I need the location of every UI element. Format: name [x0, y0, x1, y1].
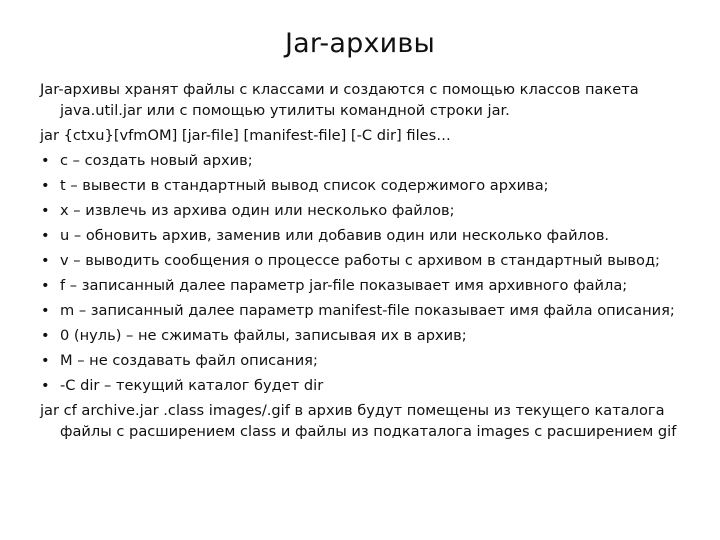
bullet-text: v – выводить сообщения о процессе работы с архивом в стандартный вывод;: [60, 252, 660, 269]
bullet-item-0: [40, 325, 690, 346]
bullet-marker: •: [41, 327, 50, 344]
example-paragraph: jar cf archive.jar .class images/.gif в архив будут помещены из текущего каталога файлы с расширением class и файлы из подкаталога images с расширением gif: [40, 402, 677, 440]
bullet-text: t – вывести в стандартный вывод список содержимого архива;: [60, 177, 549, 194]
bullet-marker: •: [41, 202, 50, 219]
bullet-text: c – создать новый архив;: [60, 152, 253, 169]
bullet-marker: •: [41, 177, 50, 194]
bullet-item-C: [40, 375, 690, 396]
syntax-line: jar {ctxu}[vfmOM] [jar-file] [manifest-file] [-C dir] files…: [40, 127, 451, 144]
bullet-text: u – обновить архив, заменив или добавив один или несколько файлов.: [60, 227, 610, 244]
bullet-item-M: [40, 350, 690, 371]
bullet-marker: •: [41, 352, 50, 369]
intro-paragraph: Jar-архивы хранят файлы с классами и создаются с помощью классов пакета java.util.jar или с помощью утилиты командной строки jar.: [40, 81, 639, 119]
bullet-item-x: [40, 200, 690, 221]
slide-title: Jar-архивы: [284, 28, 436, 59]
bullet-text: 0 (нуль) – не сжимать файлы, записывая их в архив;: [60, 327, 467, 344]
bullet-item-u: [40, 225, 690, 246]
bullet-item-m: [40, 300, 690, 321]
bullet-marker: •: [41, 277, 50, 294]
slide-content: [40, 79, 690, 446]
bullet-marker: •: [41, 227, 50, 244]
bullet-marker: •: [41, 152, 50, 169]
bullet-text: m – записанный далее параметр manifest-file показывает имя файла описания;: [60, 302, 675, 319]
bullet-text: f – записанный далее параметр jar-file показывает имя архивного файла;: [60, 277, 628, 294]
bullet-item-f: [40, 275, 690, 296]
bullet-text: -C dir – текущий каталог будет dir: [60, 377, 324, 394]
bullet-text: M – не создавать файл описания;: [60, 352, 318, 369]
bullet-item-c: [40, 150, 690, 171]
bullet-marker: •: [41, 302, 50, 319]
bullet-marker: •: [41, 252, 50, 269]
bullet-item-t: [40, 175, 690, 196]
bullet-text: x – извлечь из архива один или несколько файлов;: [60, 202, 455, 219]
bullet-item-v: [40, 250, 690, 271]
bullet-marker: •: [41, 377, 50, 394]
